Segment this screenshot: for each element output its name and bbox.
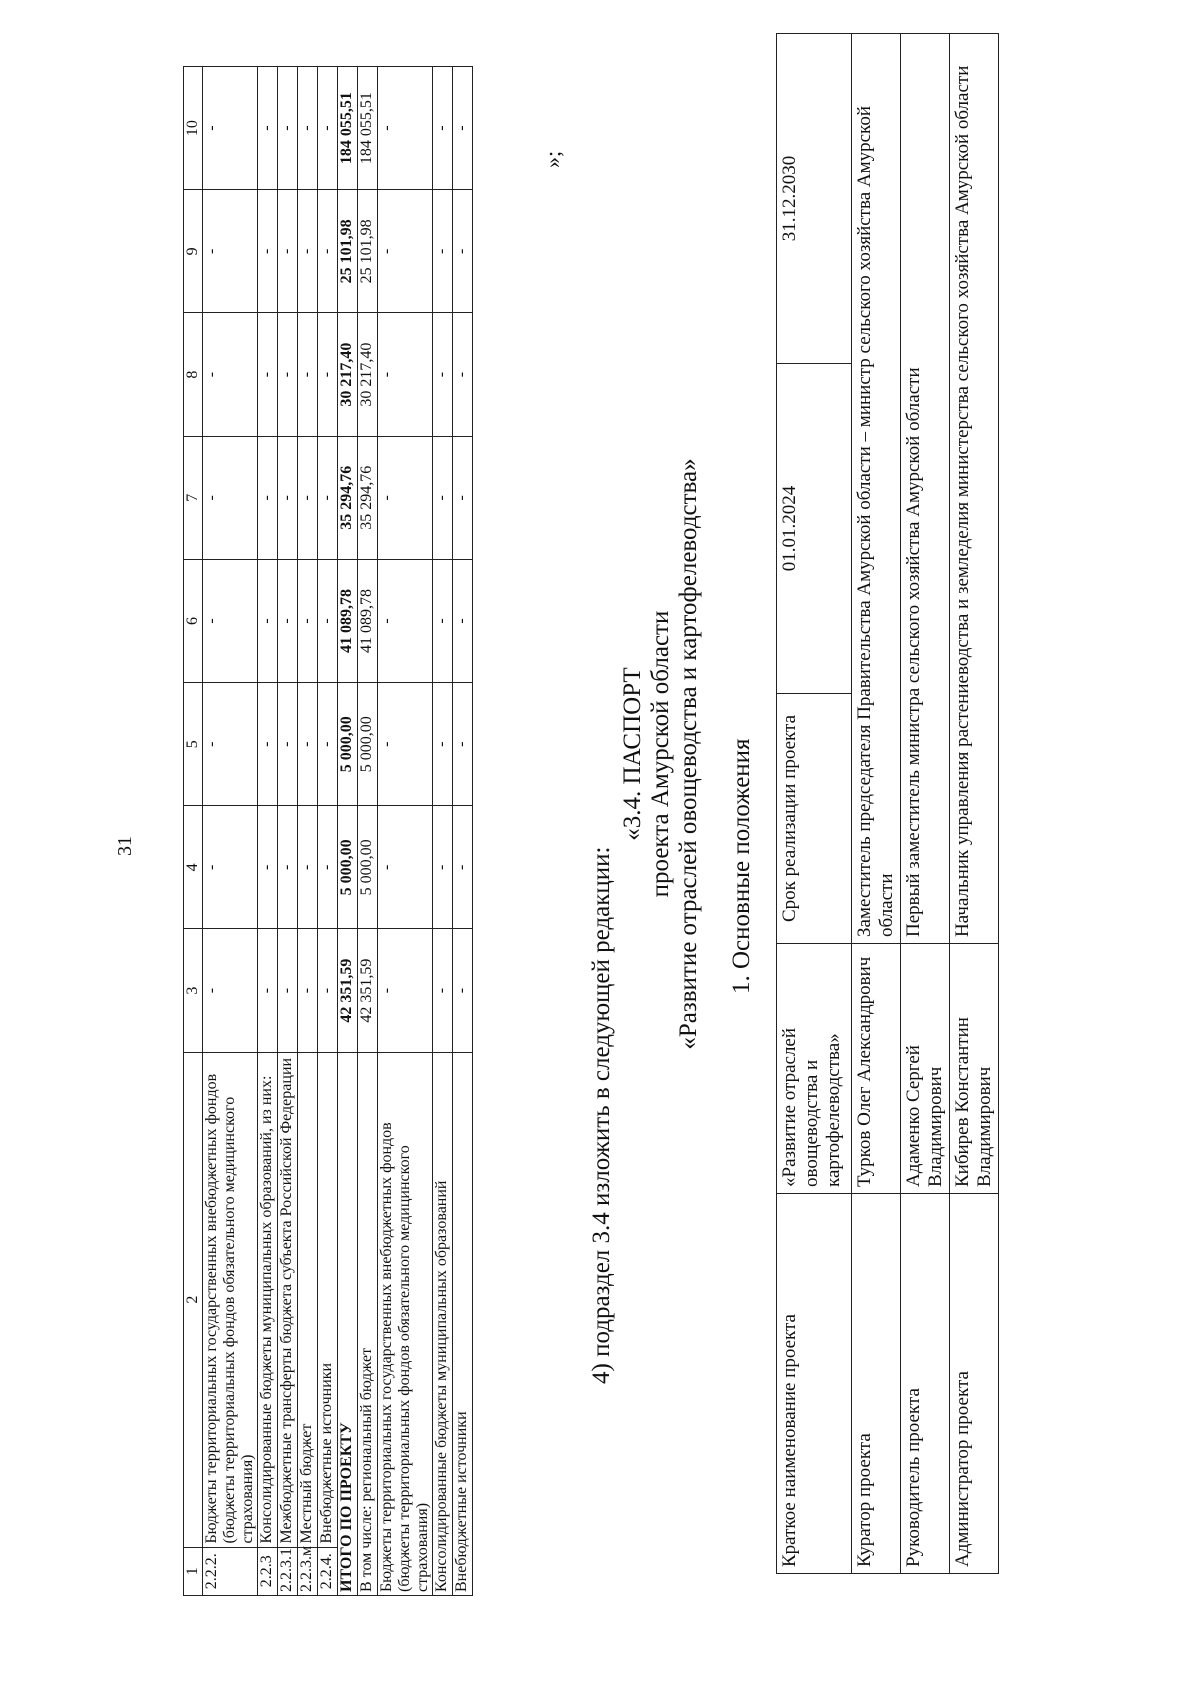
value-cell: - (453, 67, 473, 190)
value-cell: - (258, 929, 278, 1052)
row-number: 2.2.3.м (298, 1547, 318, 1595)
role-label: Руководитель проекта (901, 1194, 950, 1574)
value-cell: 30 217,40 (338, 313, 358, 436)
value-cell: - (278, 929, 298, 1052)
row-label: Консолидированные бюджеты муниципальных образований, из них: (258, 1052, 278, 1547)
value-cell: - (318, 559, 338, 682)
value-cell: - (203, 313, 258, 436)
value-cell: - (433, 190, 453, 313)
value-cell: - (378, 190, 433, 313)
row-label: Местный бюджет (298, 1052, 318, 1547)
closing-quote-mark: »; (540, 150, 565, 168)
value-cell: - (298, 806, 318, 929)
value-cell: 184 055,51 (338, 67, 358, 190)
value-cell: - (433, 67, 453, 190)
value-cell: 30 217,40 (358, 313, 378, 436)
person-name: Кибирев Константин Владимирович (950, 944, 999, 1194)
row-number: 2.2.4. (318, 1547, 338, 1595)
table-row (777, 34, 852, 1574)
value-cell: 184 055,51 (358, 67, 378, 190)
value-cell: - (278, 683, 298, 806)
value-cell: - (453, 683, 473, 806)
value-cell: - (453, 190, 473, 313)
value-cell: - (378, 559, 433, 682)
value-cell: 25 101,98 (358, 190, 378, 313)
table-row (338, 67, 358, 1596)
value-cell: 5 000,00 (358, 683, 378, 806)
value-cell: - (318, 67, 338, 190)
table-row (901, 34, 950, 1574)
header-cell: 3 (184, 929, 203, 1052)
header-cell: 1 (184, 1547, 203, 1595)
value-cell: 35 294,76 (358, 436, 378, 559)
person-name: Турков Олег Александрович (852, 944, 901, 1194)
value-cell: - (318, 806, 338, 929)
value-cell: - (318, 436, 338, 559)
person-position: Заместитель председателя Правительства Амурской области – министр сельского хозяйства Амурской области (852, 34, 901, 944)
value-cell: - (318, 683, 338, 806)
header-cell: 2 (184, 1052, 203, 1547)
table-row (358, 67, 378, 1596)
person-name: Адаменко Сергей Владимирович (901, 944, 950, 1194)
section-title: 1. Основные положения (728, 738, 755, 994)
main-provisions-table (776, 33, 999, 1574)
page-number: 31 (114, 836, 136, 856)
value-cell: - (433, 436, 453, 559)
amendment-item-text: 4) подраздел 3.4 изложить в следующей редакции: (588, 846, 615, 1384)
table-row (298, 67, 318, 1596)
value-cell: - (453, 313, 473, 436)
header-cell: 9 (184, 190, 203, 313)
person-position: Первый заместитель министра сельского хозяйства Амурской области (901, 34, 950, 944)
value-cell: - (378, 313, 433, 436)
value-cell: - (433, 806, 453, 929)
row-number: 2.2.2. (203, 1547, 258, 1595)
financing-table-body (203, 67, 473, 1596)
value-cell: - (258, 436, 278, 559)
passport-project-name: «Развитие отраслей овощеводства и картофелеводства» (675, 458, 702, 1050)
end-date: 31.12.2030 (777, 34, 852, 364)
value-cell: - (258, 313, 278, 436)
row-label: Бюджеты территориальных государственных внебюджетных фондов (бюджеты территориальных фондов обязательного медицинского страхования) (378, 1052, 433, 1595)
value-cell: - (278, 559, 298, 682)
header-cell: 10 (184, 67, 203, 190)
value-cell: - (453, 559, 473, 682)
value-cell: - (378, 683, 433, 806)
value-cell: - (203, 559, 258, 682)
value-cell: - (378, 67, 433, 190)
passport-subtitle: проекта Амурской области (647, 610, 674, 898)
row-label: Межбюджетные трансферты бюджета субъекта Российской Федерации (278, 1052, 298, 1547)
table-row (453, 67, 473, 1596)
value-cell: - (258, 683, 278, 806)
value-cell: 41 089,78 (338, 559, 358, 682)
value-cell: - (278, 436, 298, 559)
value-cell: 5 000,00 (358, 806, 378, 929)
value-cell: - (298, 683, 318, 806)
table-row (258, 67, 278, 1596)
header-cell: 5 (184, 683, 203, 806)
row-number: 2.2.3 (258, 1547, 278, 1595)
value-cell: - (378, 929, 433, 1052)
row-label: Бюджеты территориальных государственных внебюджетных фондов (бюджеты территориальных фондов обязательного медицинского страхования) (203, 1052, 258, 1547)
value-cell: - (433, 929, 453, 1052)
value-cell: 41 089,78 (358, 559, 378, 682)
value-cell: - (203, 929, 258, 1052)
passport-title: «3.4. ПАСПОРТ (619, 667, 646, 841)
value-cell: - (278, 67, 298, 190)
value-cell: - (453, 436, 473, 559)
role-label: Куратор проекта (852, 1194, 901, 1574)
value-cell: - (203, 190, 258, 313)
header-cell: 7 (184, 436, 203, 559)
role-label: Администратор проекта (950, 1194, 999, 1574)
value-cell: - (318, 190, 338, 313)
header-cell: 6 (184, 559, 203, 682)
value-cell: - (203, 67, 258, 190)
person-position: Начальник управления растениеводства и земледелия министерства сельского хозяйства Амурской области (950, 34, 999, 944)
short-name-value: «Развитие отраслей овощеводства и картофелеводства» (777, 944, 852, 1194)
table-row (852, 34, 901, 1574)
table-row (203, 67, 258, 1596)
value-cell: - (258, 190, 278, 313)
value-cell: - (278, 190, 298, 313)
table-row (433, 67, 453, 1596)
row-label: Внебюджетные источники (318, 1052, 338, 1547)
value-cell: - (318, 929, 338, 1052)
value-cell: - (298, 436, 318, 559)
header-cell: 4 (184, 806, 203, 929)
value-cell: 5 000,00 (338, 683, 358, 806)
value-cell: - (298, 559, 318, 682)
value-cell: - (378, 436, 433, 559)
table-row (378, 67, 433, 1596)
financing-table (183, 66, 473, 1596)
value-cell: - (278, 806, 298, 929)
value-cell: - (433, 559, 453, 682)
value-cell: 35 294,76 (338, 436, 358, 559)
short-name-label: Краткое наименование проекта (777, 1194, 852, 1574)
value-cell: - (433, 313, 453, 436)
value-cell: - (453, 806, 473, 929)
value-cell: 42 351,59 (338, 929, 358, 1052)
table-row (318, 67, 338, 1596)
value-cell: - (453, 929, 473, 1052)
value-cell: 25 101,98 (338, 190, 358, 313)
value-cell: - (298, 190, 318, 313)
table-header-row (184, 67, 203, 1596)
value-cell: 42 351,59 (358, 929, 378, 1052)
value-cell: - (298, 67, 318, 190)
row-label: Внебюджетные источники (453, 1052, 473, 1595)
table-row (278, 67, 298, 1596)
value-cell: 5 000,00 (338, 806, 358, 929)
value-cell: - (203, 806, 258, 929)
row-label: ИТОГО ПО ПРОЕКТУ (338, 1052, 358, 1595)
value-cell: - (378, 806, 433, 929)
term-label: Срок реализации проекта (777, 694, 852, 944)
value-cell: - (298, 929, 318, 1052)
value-cell: - (258, 806, 278, 929)
value-cell: - (258, 67, 278, 190)
value-cell: - (433, 683, 453, 806)
start-date: 01.01.2024 (777, 364, 852, 694)
header-cell: 8 (184, 313, 203, 436)
value-cell: - (278, 313, 298, 436)
value-cell: - (203, 436, 258, 559)
value-cell: - (258, 559, 278, 682)
row-label: В том числе: региональный бюджет (358, 1052, 378, 1595)
table-row (950, 34, 999, 1574)
value-cell: - (203, 683, 258, 806)
row-number: 2.2.3.1 (278, 1547, 298, 1595)
value-cell: - (298, 313, 318, 436)
value-cell: - (318, 313, 338, 436)
row-label: Консолидированные бюджеты муниципальных образований (433, 1052, 453, 1595)
